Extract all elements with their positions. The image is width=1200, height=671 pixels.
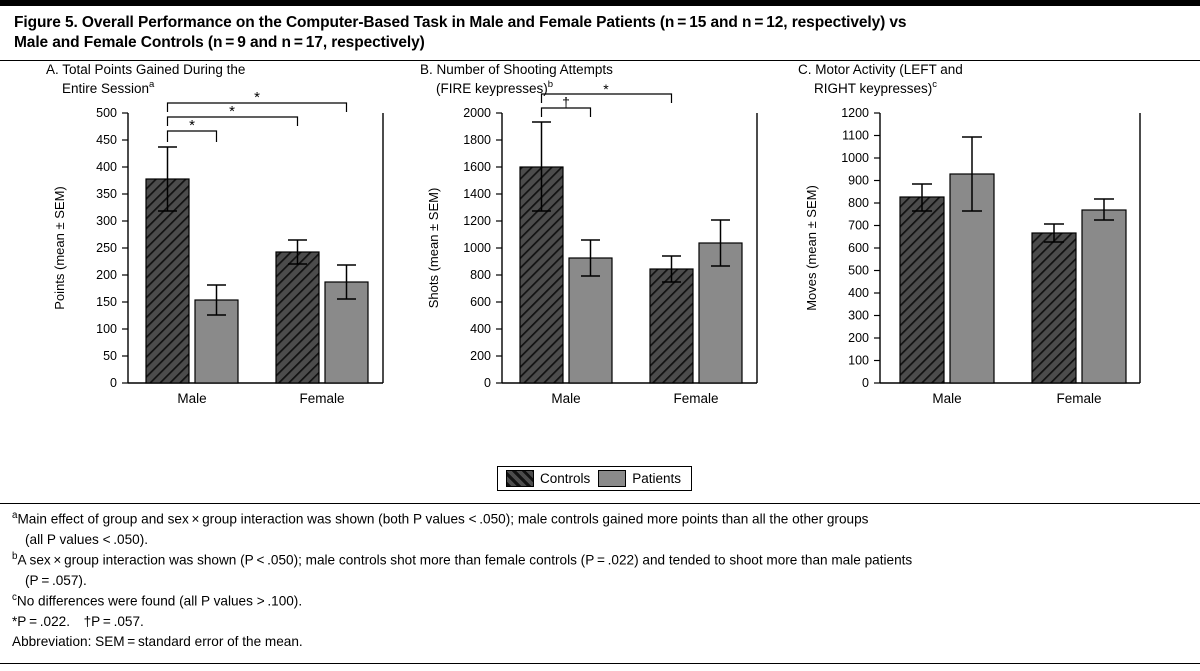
panel-a-ylabel: Points (mean ± SEM) <box>52 186 67 310</box>
svg-text:400: 400 <box>470 321 491 336</box>
svg-text:*: * <box>189 116 195 134</box>
svg-text:400: 400 <box>848 285 869 300</box>
svg-text:300: 300 <box>848 308 869 323</box>
footnotes <box>0 503 1200 653</box>
svg-text:1100: 1100 <box>842 128 869 143</box>
chart-legend <box>497 466 692 491</box>
svg-text:350: 350 <box>96 186 117 201</box>
svg-text:450: 450 <box>96 132 117 147</box>
footnote-c-text: No differences were found (all P values > .100). <box>16 593 303 609</box>
panel-a-title <box>38 61 366 98</box>
footnote-b <box>12 550 1188 570</box>
svg-text:150: 150 <box>96 294 117 309</box>
legend-swatch-patients <box>598 470 626 487</box>
svg-text:200: 200 <box>470 348 491 363</box>
svg-text:600: 600 <box>848 240 869 255</box>
footnote-significance: *P = .022. †P = .057. <box>12 614 144 630</box>
panel-b-letter: B. <box>420 61 433 77</box>
footnote-b-text2: (P = .057). <box>25 572 87 588</box>
svg-text:†: † <box>562 93 570 110</box>
legend-item-patients <box>598 470 681 487</box>
panel-c-title-line2: RIGHT keypresses) <box>814 80 933 96</box>
footnote-b-text: A sex × group interaction was shown (P < .050); male controls shot more than female controls (P = .022) and tended to shoot more than male patients <box>17 552 913 568</box>
svg-text:200: 200 <box>96 267 117 282</box>
chart-panel-a <box>38 61 398 428</box>
svg-text:200: 200 <box>848 330 869 345</box>
footnote-a-text: Main effect of group and sex × group interaction was shown (both P values < .050); male controls gained more points than all the other groups <box>17 511 869 527</box>
svg-text:*: * <box>229 102 235 120</box>
panel-b-title-line2: (FIRE keypresses) <box>436 80 548 96</box>
legend-label-patients: Patients <box>632 471 682 486</box>
footnote-a-cont <box>12 530 1188 549</box>
panel-b-ylabel: Shots (mean ± SEM) <box>426 187 441 309</box>
legend-item-controls <box>506 470 590 487</box>
legend-swatch-controls <box>506 470 534 487</box>
svg-text:1800: 1800 <box>463 132 491 147</box>
panel-c-letter: C. <box>798 61 812 77</box>
footnote-a-marker: a <box>12 510 18 521</box>
panel-a-xtick-male: Male <box>177 390 207 406</box>
svg-text:1000: 1000 <box>841 150 869 165</box>
svg-text:1200: 1200 <box>841 105 869 120</box>
figure-title <box>0 6 1200 60</box>
figure-title-line2: Male and Female Controls (n = 9 and n = 17, respectively) <box>14 34 425 52</box>
svg-text:400: 400 <box>96 159 117 174</box>
bottom-rule <box>0 663 1200 664</box>
svg-text:800: 800 <box>848 195 869 210</box>
footnote-a <box>12 509 1188 529</box>
svg-text:1000: 1000 <box>463 240 491 255</box>
svg-text:2000: 2000 <box>463 105 491 120</box>
chart-panel-b <box>412 61 772 428</box>
panel-a-title-line2: Entire Session <box>62 80 150 96</box>
svg-text:50: 50 <box>103 348 117 363</box>
panel-a-title-sup: a <box>149 79 155 91</box>
panel-c-plot <box>790 98 1160 428</box>
footnote-a-text2: (all P values < .050). <box>25 531 148 547</box>
svg-text:500: 500 <box>848 263 869 278</box>
panel-a-title-line1: Total Points Gained During the <box>62 61 246 77</box>
svg-text:500: 500 <box>96 105 117 120</box>
charts-container <box>0 61 1200 461</box>
panel-b-title-sup: b <box>547 79 554 91</box>
svg-text:700: 700 <box>848 218 869 233</box>
svg-text:900: 900 <box>848 173 869 188</box>
svg-text:250: 250 <box>96 240 117 255</box>
svg-text:0: 0 <box>484 375 491 390</box>
svg-text:600: 600 <box>470 294 491 309</box>
svg-text:*: * <box>603 80 609 97</box>
legend-label-controls: Controls <box>540 471 591 486</box>
panel-c-title-sup: c <box>932 79 938 91</box>
svg-text:100: 100 <box>96 321 117 336</box>
svg-text:0: 0 <box>862 375 869 390</box>
panel-b-xtick-male: Male <box>551 390 581 406</box>
svg-text:100: 100 <box>848 353 869 368</box>
footnote-b-cont <box>12 571 1188 590</box>
panel-c-ylabel: Moves (mean ± SEM) <box>804 185 819 311</box>
panel-b-xtick-female: Female <box>673 390 719 406</box>
svg-text:*: * <box>254 88 260 106</box>
svg-text:1200: 1200 <box>463 213 491 228</box>
panel-b-title <box>412 61 750 98</box>
svg-text:800: 800 <box>470 267 491 282</box>
panel-c-xtick-female: Female <box>1056 390 1102 406</box>
panel-c-title <box>790 61 1098 98</box>
chart-panel-c <box>790 61 1160 428</box>
footnote-b-marker: b <box>12 551 18 563</box>
svg-text:300: 300 <box>96 213 117 228</box>
footnote-c <box>12 591 1188 611</box>
svg-text:1600: 1600 <box>463 159 491 174</box>
footnote-body <box>0 504 1200 652</box>
svg-text:0: 0 <box>110 375 117 390</box>
panel-a-xtick-female: Female <box>299 390 345 406</box>
svg-text:1400: 1400 <box>463 186 491 201</box>
panel-c-xtick-male: Male <box>932 390 962 406</box>
panel-c-svg <box>790 98 1160 428</box>
panel-c-title-line1: Motor Activity (LEFT and <box>815 61 963 77</box>
figure-title-line1: Figure 5. Overall Performance on the Computer-Based Task in Male and Female Patients (n = 15 and n = 12, respectively) vs <box>14 14 907 31</box>
panel-a-letter: A. <box>46 61 59 77</box>
panel-b-title-line1: Number of Shooting Attempts <box>436 61 613 77</box>
footnote-abbreviation: Abbreviation: SEM = standard error of the mean. <box>12 634 303 650</box>
footnote-c-marker: c <box>12 592 17 604</box>
